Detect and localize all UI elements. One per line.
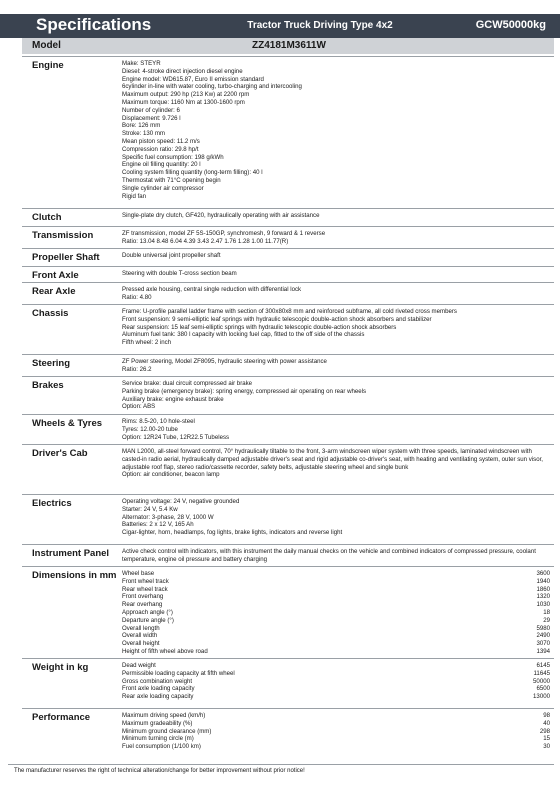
spec-row [122,743,550,751]
footer-note: The manufacturer reserves the right of technical alteration/change for better improvement without prior notice! [14,768,305,774]
spec-row [122,670,550,678]
spec-row-label: Rear wheel track [122,585,168,593]
spec-row-value: 13000 [533,693,550,701]
spec-row [122,685,550,693]
section-body [122,358,550,374]
spec-line: Tyres: 12.00-20 tube [122,425,178,433]
section-body [122,662,550,701]
spec-row [122,678,550,686]
section-body [122,712,550,751]
spec-row-label: Maximum driving speed (km/h) [122,712,206,719]
section-brakes [22,376,554,415]
spec-line: Displacement: 9.726 l [122,114,181,122]
section-body [122,548,550,564]
spec-line: Service brake: dual circuit compressed air brake [122,380,253,387]
section-body [122,308,550,347]
spec-row-value: 6500 [536,685,550,693]
spec-line: Rigid fan [122,192,147,200]
spec-line: Option: 12R24 Tube, 12R22.5 Tubeless [122,433,230,441]
cab-description: MAN L2000, all-steel forward control, 70° hydraulically tiltable to the front, 3-arm windscreen wiper system with three speeds, laminated windscreen with casted-in radio aerial, hydraulically damped adjustable driver's seat and rigid adjustable co-driver's seat, with heating and ventilating system, outer sun visor, adjustable roof flap, stereo radio/cassette recorder, safety belts, adjustable steering wheel and single bunk [122,448,543,471]
section-label: Propeller Shaft [32,252,100,263]
spec-row-value: 1940 [536,577,550,585]
section-label: Front Axle [32,270,79,281]
spec-row-value: 3070 [536,640,550,648]
spec-row-label: Dead weight [122,662,156,669]
type-rest: Driving Type 4x2 [313,20,393,31]
spec-line: Number of cylinder: 6 [122,106,180,114]
spec-row [122,728,550,736]
spec-row-value: 11645 [533,669,550,677]
section-body [122,570,550,656]
section-label: Steering [32,358,71,369]
section-instrument-panel [22,544,554,567]
spec-line: Make: STEYR [122,60,161,67]
spec-row-label: Minimum turning circle (m) [122,735,194,743]
section-drivers-cab [22,444,554,495]
spec-row-label: Approach angle (°) [122,608,173,616]
spec-line: Ratio: 4.80 [122,293,152,301]
section-body [122,230,550,246]
section-body [122,448,550,479]
section-body [122,286,550,302]
section-rear-axle [22,282,554,305]
spec-line: Pressed axle housing, central single reduction with differential lock [122,286,302,293]
spec-row [122,625,550,633]
spec-line: Starter: 24 V, 5.4 Kw [122,505,178,513]
spec-row [122,640,550,648]
spec-row-value: 50000 [533,677,550,685]
spec-line: Rear suspension: 15 leaf semi-elliptic springs with hydraulic telescopic double-action shock absorbers [122,323,397,331]
section-electrics [22,494,554,545]
spec-line: Double universal joint propeller shaft [122,252,221,259]
spec-row [122,586,550,594]
section-chassis [22,304,554,355]
spec-line: Bore: 126 mm [122,122,161,130]
driving-type [190,20,450,31]
spec-line: Cigar-lighter, horn, headlamps, fog lights, brake lights, indicators and reverse light [122,529,343,537]
section-label: Clutch [32,212,62,223]
section-body [122,270,550,278]
spec-row-label: Front wheel track [122,577,169,585]
model-row [22,38,554,54]
instrument-description: Active check control with indicators, with this instrument the daily manual checks on the vehicle and combined indicators of compressed pressure, coolant temperature, engine oil pressure and battery charging [122,548,536,563]
spec-line: Ratio: 26.2 [122,365,152,373]
spec-row-value: 98 [543,712,550,719]
spec-line: Front suspension: 9 semi-elliptic leaf springs with hydraulic telescopic double-action shock absorbers and stabilizer [122,315,432,323]
section-label: Brakes [32,380,64,391]
spec-row [122,662,550,670]
section-propeller-shaft [22,248,554,267]
spec-row [122,601,550,609]
spec-row-value: 3600 [536,570,550,577]
spec-row-value: 1030 [536,601,550,609]
spec-row-value: 1394 [536,647,550,655]
spec-line: 6cylinder in-line with water cooling, turbo-charging and intercooling [122,83,302,91]
spec-line: Operating voltage: 24 V, negative grounded [122,498,240,505]
spec-row-value: 40 [543,719,550,727]
spec-row-value: 1320 [536,593,550,601]
spec-row-value: 298 [539,727,550,735]
section-steering [22,354,554,377]
section-weight [22,658,554,709]
spec-row-label: Minimum ground clearance (mm) [122,727,212,735]
section-body [122,498,550,537]
section-body [122,380,550,411]
spec-row-label: Maximum gradeability (%) [122,719,193,727]
spec-row-value: 5980 [536,624,550,632]
gcw-badge: GCW50000kg [475,19,546,31]
spec-row [122,609,550,617]
page-title: Specifications [36,15,152,34]
spec-row-value: 1860 [536,585,550,593]
spec-row-label: Front overhang [122,593,164,601]
spec-line: Single cylinder air compressor [122,184,204,192]
spec-row-value: 6145 [536,662,550,669]
spec-row-value: 2490 [536,632,550,640]
spec-line: Frame: U-profile parallel ladder frame with section of 300x80x8 mm and reinforced subframe, all cold riveted cross members [122,308,457,315]
spec-row [122,712,550,720]
spec-row-label: Gross combination weight [122,677,193,685]
spec-row-label: Rear overhang [122,601,163,609]
spec-line: Single-plate dry clutch, GF420, hydraulically operating with air assistance [122,212,320,219]
section-label: Wheels & Tyres [32,418,103,429]
spec-line: Option: ABS [122,403,156,411]
spec-line: ZF Power steering, Model ZF8095, hydraulic steering with power assistance [122,358,327,365]
spec-row-label: Overall width [122,632,158,640]
footer-divider [8,764,554,765]
section-dimensions [22,566,554,659]
spec-line: Compression ratio: 29.8 hp/t [122,145,199,153]
spec-line: Fifth wheel: 2 inch [122,339,172,347]
spec-row-label: Overall height [122,640,160,648]
spec-row-value: 30 [543,743,550,751]
spec-line: Rims: 8.5-20, 10 hole-steel [122,418,195,425]
spec-row-label: Overall length [122,624,160,632]
spec-row-label: Height of fifth wheel above road [122,647,208,655]
spec-row [122,617,550,625]
section-label: Performance [32,712,91,723]
spec-line: Engine oil filling quantity: 20 l [122,161,201,169]
type-prefix: Tractor Truck [247,20,311,31]
spec-line: Cooling system filling quantity (long-term filling): 40 l [122,169,263,177]
section-label: Driver's Cab [32,448,88,459]
spec-line: Engine model: WD615.87, Euro II emission standard [122,75,264,83]
spec-line: Ratio: 13.04 8.48 6.04 4.39 3.43 2.47 1.76 1.28 1.00 11.77(R) [122,237,289,245]
model-value: ZZ4181M3611W [252,40,326,51]
section-performance [22,708,554,761]
spec-row-label: Rear axle loading capacity [122,693,194,701]
spec-row [122,735,550,743]
section-clutch [22,208,554,227]
spec-row-label: Permissible loading capacity at fifth wheel [122,669,235,677]
spec-line: ZF transmission, model ZF 5S-150GP, synchromesh, 9 forward & 1 reverse [122,230,326,237]
cab-option: Option: air conditioner, beacon lamp [122,471,220,479]
section-label: Instrument Panel [32,548,110,559]
spec-line: Parking brake (emergency brake): spring energy, compressed air operating on rear wheels [122,387,367,395]
section-front-axle [22,266,554,283]
spec-row [122,578,550,586]
spec-row [122,570,550,578]
spec-line: Stroke: 130 mm [122,130,166,138]
spec-line: Diesel: 4-stroke direct injection diesel engine [122,67,243,75]
section-label: Dimensions in mm [32,570,117,581]
section-label: Chassis [32,308,69,319]
section-transmission [22,226,554,249]
section-label: Rear Axle [32,286,76,297]
spec-row [122,720,550,728]
section-body [122,252,550,260]
spec-line: Maximum torque: 1160 Nm at 1300-1600 rpm [122,98,245,106]
section-label: Transmission [32,230,94,241]
section-body [122,212,550,220]
spec-row [122,693,550,701]
spec-line: Mean piston speed: 11.2 m/s [122,137,200,145]
section-label: Electrics [32,498,72,509]
spec-line: Maximum output: 290 hp (213 Kw) at 2200 rpm [122,91,250,99]
spec-row-label: Front axle loading capacity [122,685,195,693]
spec-line: Auxiliary brake: engine exhaust brake [122,395,224,403]
spec-line: Aluminum fuel tank: 380 l capacity with locking fuel cap, fitted to the off side of the chassis [122,331,365,339]
spec-row-label: Wheel base [122,570,155,577]
header-banner [0,14,560,38]
spec-line: Batteries: 2 x 12 V, 165 Ah [122,521,194,529]
model-label: Model [32,40,61,51]
spec-row-value: 29 [543,616,550,624]
spec-line: Alternator: 3-phase, 28 V, 1000 W [122,513,214,521]
spec-row [122,648,550,656]
spec-row-value: 18 [543,608,550,616]
spec-row-value: 15 [543,735,550,743]
section-engine [22,56,554,209]
spec-line: Thermostat with 71°C opening begin [122,176,221,184]
spec-row-label: Departure angle (°) [122,616,174,624]
spec-line: Steering with double T-cross section beam [122,270,237,277]
spec-row [122,632,550,640]
section-body [122,60,550,200]
spec-row-label: Fuel consumption (1/100 km) [122,743,201,751]
section-wheels-tyres [22,414,554,445]
section-body [122,418,550,441]
section-label: Weight in kg [32,662,89,673]
section-label: Engine [32,60,64,71]
spec-row [122,593,550,601]
spec-line: Specific fuel consumption: 198 g/kWh [122,153,224,161]
